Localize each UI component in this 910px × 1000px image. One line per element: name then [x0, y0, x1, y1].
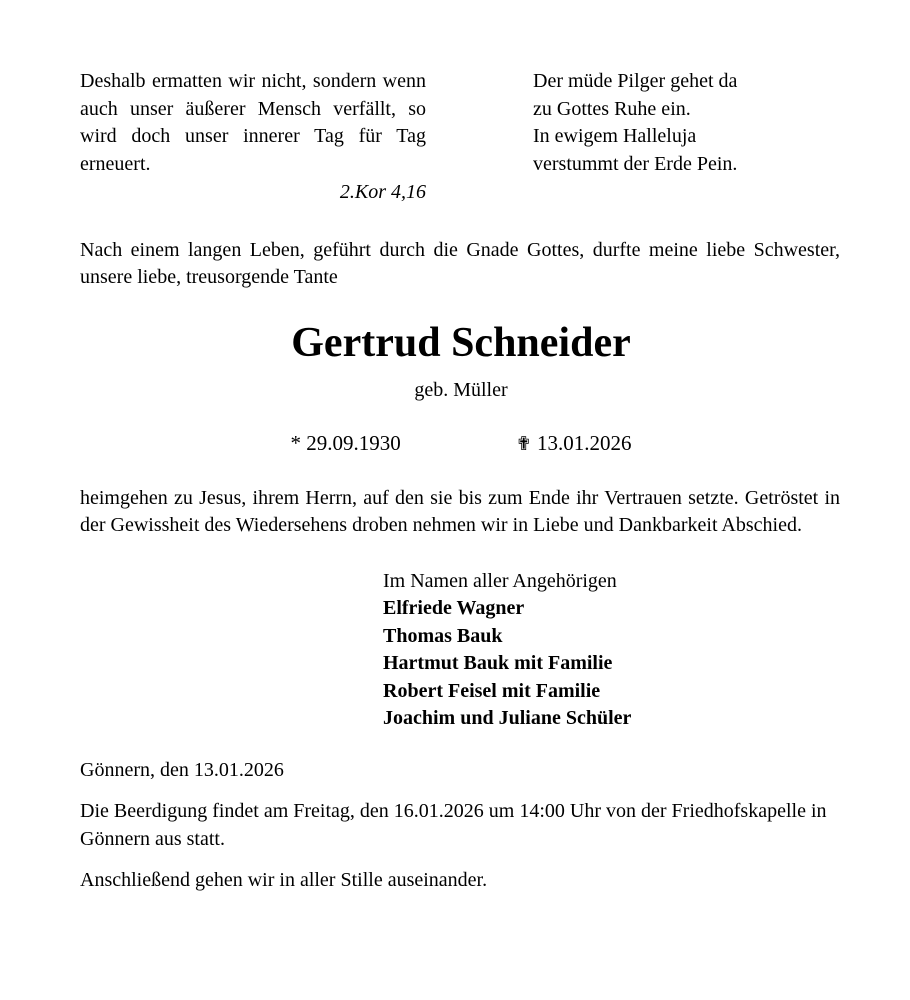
cross-icon: ✟	[515, 433, 532, 455]
verse-right-line: In ewigem Halleluja	[533, 125, 697, 147]
birth-star-icon: *	[290, 431, 302, 455]
verse-left-column	[80, 68, 426, 207]
verse-section	[80, 68, 842, 207]
verse-right-line: verstummt der Erde Pein.	[533, 152, 738, 175]
verse-right-line: zu Gottes Ruhe ein.	[533, 97, 691, 120]
verse-left-text: Deshalb ermatten wir nicht, sondern wenn auch unser äußerer Mensch verfällt, so wird doch unser innerer Tag für Tag erneuert.	[80, 70, 426, 175]
death-date	[516, 430, 632, 459]
deceased-name: Gertrud Schneider	[291, 319, 631, 366]
signature-name: Thomas Bauk	[383, 624, 503, 647]
signature-name: Hartmut Bauk mit Familie	[383, 652, 613, 674]
intro-paragraph: Nach einem langen Leben, geführt durch die Gnade Gottes, durfte meine liebe Schwester, unsere liebe, treusorgende Tante	[80, 238, 840, 288]
birth-date	[291, 430, 401, 459]
birth-date-value: 29.09.1930	[306, 431, 401, 455]
closing-line: Anschließend gehen wir in aller Stille auseinander.	[80, 869, 488, 891]
city-date-line: Gönnern, den 13.01.2026	[80, 758, 284, 781]
funeral-info: Die Beerdigung findet am Freitag, den 16.01.2026 um 14:00 Uhr von der Friedhofskapelle in Gönnern aus statt.	[80, 800, 827, 850]
signature-name: Robert Feisel mit Familie	[383, 679, 601, 702]
signature-block	[383, 568, 842, 733]
farewell-paragraph: heimgehen zu Jesus, ihrem Herrn, auf den sie bis zum Ende ihr Vertrauen setzte. Getröstet in der Gewissheit des Wiedersehens droben nehmen wir in Liebe und Dankbarkeit Abschied.	[80, 486, 840, 536]
verse-right-column	[533, 68, 737, 178]
maiden-name: geb. Müller	[414, 378, 508, 401]
signature-heading: Im Namen aller Angehörigen	[383, 569, 617, 592]
verse-right-line: Der müde Pilger gehet da	[533, 70, 738, 92]
life-dates	[80, 430, 842, 459]
signature-name: Joachim und Juliane Schüler	[383, 707, 632, 729]
verse-citation: 2.Kor 4,16	[339, 181, 426, 203]
signature-name: Elfriede Wagner	[383, 597, 525, 619]
death-date-value: 13.01.2026	[536, 431, 632, 455]
